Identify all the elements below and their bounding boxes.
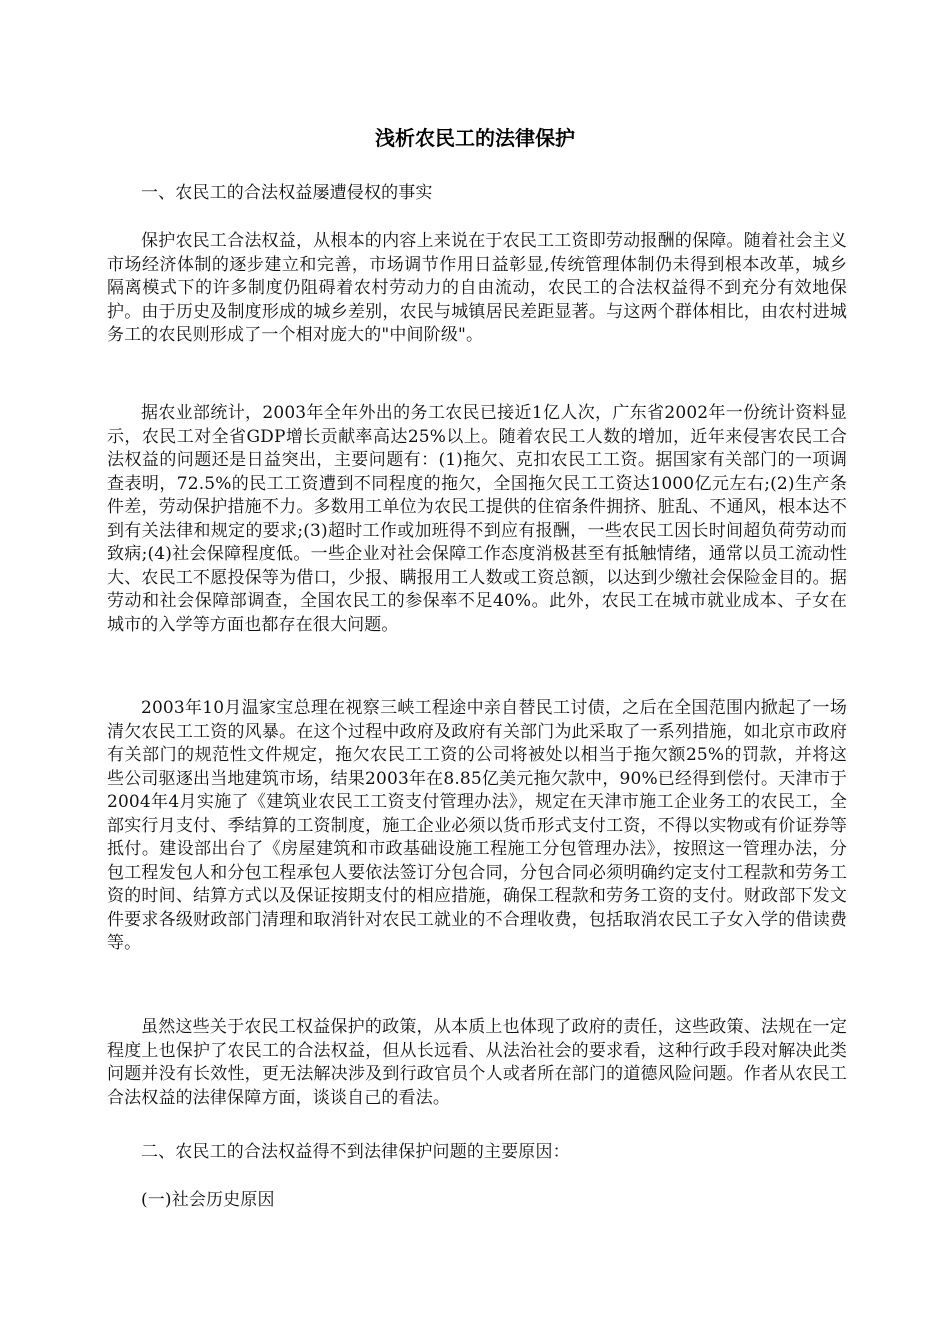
- body-paragraph-3: 2003年10月温家宝总理在视察三峡工程途中亲自替民工讨债，之后在全国范围内掀起了一场清欠农民工工资的风暴。在这个过程中政府及政府有关部门为此采取了一系列措施，如北京市政府有关部门的规范性文件规定，拖欠农民工工资的公司将被处以相当于拖欠额25%的罚款，并将这些公司驱逐出当地建筑市场，结果2003年在8.85亿美元拖欠款中，90%已经得到偿付。天津市于2004年4月实施了《建筑业农民工工资支付管理办法》，规定在天津市施工企业务工的农民工，全部实行月支付、季结算的工资制度，施工企业必须以货币形式支付工资，不得以实物或有价证券等抵付。建设部出台了《房屋建筑和市政基础设施工程施工分包管理办法》，按照这一管理办法，分包工程发包人和分包工程承包人要依法签订分包合同，分包合同必须明确约定支付工程款和劳务工资的时间、结算方式以及保证按期支付的相应措施，确保工程款和劳务工资的支付。财政部下发文件要求各级财政部门清理和取消针对农民工就业的不合理收费，包括取消农民工子女入学的借读费等。: [107, 698, 847, 953]
- section-heading-2: 二、农民工的合法权益得不到法律保护问题的主要原因：: [141, 1142, 570, 1162]
- section-heading-1: 一、农民工的合法权益屡遭侵权的事实: [141, 183, 433, 203]
- body-paragraph-1: 保护农民工合法权益，从根本的内容上来说在于农民工工资即劳动报酬的保障。随着社会主义市场经济体制的逐步建立和完善，市场调节作用日益彰显,传统管理体制仍未得到根本改革，城乡隔离模式下的许多制度仍阻碍着农村劳动力的自由流动，农民工的合法权益得不到充分有效地保护。由于历史及制度形成的城乡差别，农民与城镇居民差距显著。与这两个群体相比，由农村进城务工的农民则形成了一个相对庞大的"中间阶级"。: [107, 231, 847, 345]
- body-paragraph-2: 据农业部统计，2003年全年外出的务工农民已接近1亿人次，广东省2002年一份统计资料显示，农民工对全省GDP增长贡献率高达25%以上。随着农民工人数的增加，近年来侵害农民工合法权益的问题还是日益突出，主要问题有：(1)拖欠、克扣农民工工资。据国家有关部门的一项调查表明，72.5%的民工工资遭到不同程度的拖欠，全国拖欠民工工资达1000亿元左右;(2)生产条件差，劳动保护措施不力。多数用工单位为农民工提供的住宿条件拥挤、脏乱、不通风，根本达不到有关法律和规定的要求;(3)超时工作或加班得不到应有报酬，一些农民工因长时间超负荷劳动而致病;(4)社会保障程度低。一些企业对社会保障工作态度消极甚至有抵触情绪，通常以员工流动性大、农民工不愿投保等为借口，少报、瞒报用工人数或工资总额，以达到少缴社会保险金目的。据劳动和社会保障部调查，全国农民工的参保率不足40%。此外，农民工在城市就业成本、子女在城市的入学等方面也都存在很大问题。: [107, 403, 847, 635]
- document-title: 浅析农民工的法律保护: [375, 126, 575, 150]
- subsection-heading-1: (一)社会历史原因: [141, 1190, 275, 1210]
- body-paragraph-4: 虽然这些关于农民工权益保护的政策，从本质上也体现了政府的责任，这些政策、法规在一定程度上也保护了农民工的合法权益，但从长远看、从法治社会的要求看，这种行政手段对解决此类问题并没有长效性，更无法解决涉及到行政官员个人或者所在部门的道德风险问题。作者从农民工合法权益的法律保障方面，谈谈自己的看法。: [107, 1017, 847, 1108]
